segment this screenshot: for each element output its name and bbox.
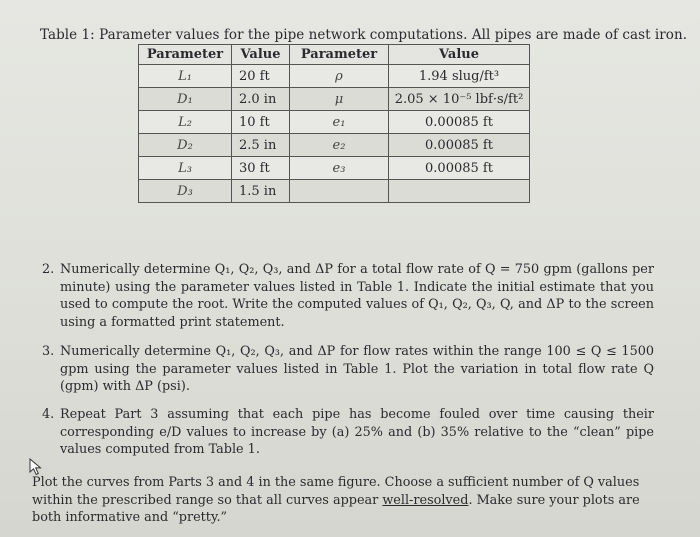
item-text: Numerically determine Q₁, Q₂, Q₃, and ΔP for flow rates within the range 100 ≤ Q ≤ 1500 gpm using the parameter values listed in Table 1. Plot the variation in total flow rate Q (gpm) with ΔP (psi). — [60, 344, 654, 394]
problem-item-5 — [32, 474, 654, 527]
param-symbol: ρ — [290, 65, 389, 88]
param-symbol: L₁ — [139, 65, 232, 88]
table-row — [139, 65, 530, 88]
param-symbol: D₃ — [139, 180, 232, 203]
table-header-row — [139, 45, 530, 65]
problem-item-3 — [42, 343, 654, 396]
table-row — [139, 88, 530, 111]
item-text: Repeat Part 3 assuming that each pipe has become fouled over time causing their corresponding e/D values to increase by (a) 25% and (b) 35% relative to the “clean” pipe values computed from Table 1. — [60, 407, 654, 457]
item-text-start: Plot the curves from Parts 3 and 4 in the same figure. Choose a sufficient number of Q values within the prescribed range so that all curves appear — [32, 475, 640, 508]
param-value: 30 ft — [232, 157, 290, 180]
problem-item-4 — [42, 406, 654, 459]
param-symbol: e₂ — [290, 134, 389, 157]
param-value: 2.5 in — [232, 134, 290, 157]
header-parameter-2: Parameter — [290, 45, 389, 65]
param-symbol: e₁ — [290, 111, 389, 134]
parameter-table — [138, 44, 530, 203]
param-value: 0.00085 ft — [389, 157, 530, 180]
param-symbol: D₁ — [139, 88, 232, 111]
param-symbol: L₂ — [139, 111, 232, 134]
param-symbol: D₂ — [139, 134, 232, 157]
param-value: 1.5 in — [232, 180, 290, 203]
table-row — [139, 134, 530, 157]
param-value: 0.00085 ft — [389, 111, 530, 134]
param-value: 0.00085 ft — [389, 134, 530, 157]
table-row — [139, 180, 530, 203]
item-number: 4. — [42, 407, 55, 422]
param-value: 10 ft — [232, 111, 290, 134]
item-text-end: . Make sure your plots are both informative and “pretty.” — [32, 492, 640, 525]
param-value: 20 ft — [232, 65, 290, 88]
param-value: 2.0 in — [232, 88, 290, 111]
item-number: 2. — [42, 262, 55, 277]
problem-item-2 — [42, 261, 654, 331]
param-value — [389, 180, 530, 203]
table-row — [139, 157, 530, 180]
item-text-underlined: well-resolved — [382, 492, 469, 508]
header-value-2: Value — [389, 45, 530, 65]
header-value-1: Value — [232, 45, 290, 65]
param-value: 2.05 × 10⁻⁵ lbf·s/ft² — [389, 88, 530, 111]
table-caption: Table 1: Parameter values for the pipe network computations. All pipes are made of cast iron. — [40, 27, 688, 43]
param-symbol: L₃ — [139, 157, 232, 180]
mouse-pointer-icon — [29, 458, 43, 476]
param-symbol — [290, 180, 389, 203]
item-text: Numerically determine Q₁, Q₂, Q₃, and ΔP for a total flow rate of Q = 750 gpm (gallons per minute) using the parameter values listed in Table 1. Indicate the initial estimate that you used to compute the root. Write the computed values of Q₁, Q₂, Q₃, Q, and ΔP to the screen using a formatted print statement. — [60, 262, 654, 330]
param-symbol: μ — [290, 88, 389, 111]
table-row — [139, 111, 530, 134]
param-symbol: e₃ — [290, 157, 389, 180]
param-value: 1.94 slug/ft³ — [389, 65, 530, 88]
header-parameter-1: Parameter — [139, 45, 232, 65]
item-number: 3. — [42, 344, 55, 359]
